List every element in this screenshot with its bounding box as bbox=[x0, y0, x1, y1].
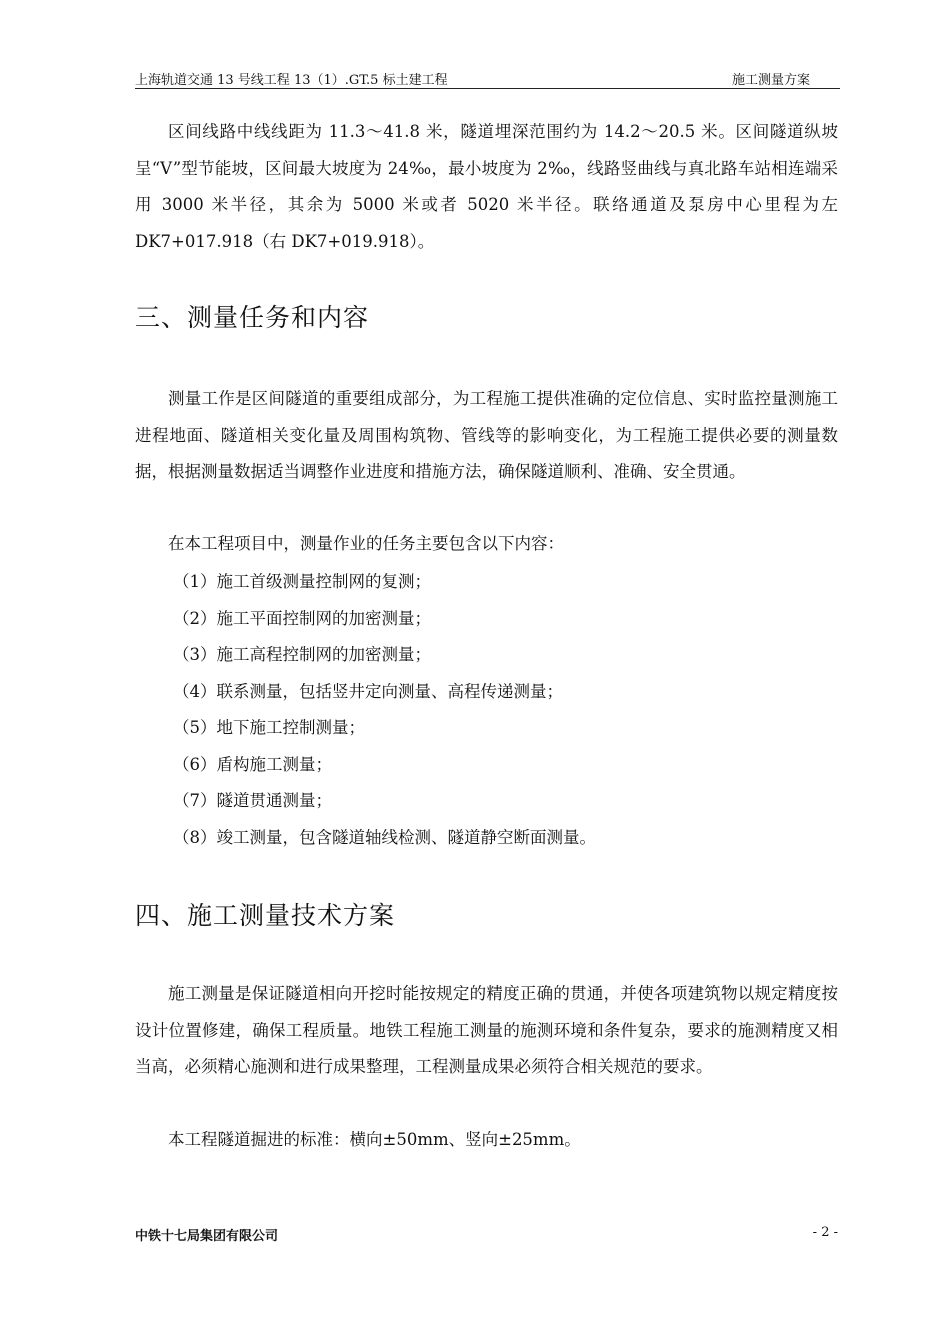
page-number: - 2 - bbox=[812, 1225, 838, 1240]
header-project-title: 上海轨道交通 13 号线工程 13（1）.GT.5 标土建工程 bbox=[135, 73, 448, 88]
section3-paragraph-1: 测量工作是区间隧道的重要组成部分，为工程施工提供准确的定位信息、实时监控量测施工进程地面、隧道相关变化量及周围构筑物、管线等的影响变化，为工程施工提供必要的测量数据，根据测量数据适当调整作业进度和措施方法，确保隧道顺利、准确、安全贯通。 bbox=[135, 389, 838, 481]
list-item: （6）盾构施工测量； bbox=[173, 754, 332, 774]
task-list bbox=[135, 564, 596, 856]
list-item: （3）施工高程控制网的加密测量； bbox=[173, 645, 431, 664]
list-item: （8）竣工测量，包含隧道轴线检测、隧道静空断面测量。 bbox=[173, 827, 596, 847]
page-header bbox=[135, 66, 840, 89]
list-item: （2）施工平面控制网的加密测量； bbox=[173, 608, 431, 628]
section2-paragraph: 区间线路中线线距为 11.3～41.8 米，隧道埋深范围约为 14.2～20.5 米。区间隧道纵坡呈“V”型节能坡，区间最大坡度为 24‰，最小坡度为 2‰，线路竖曲线与真北路车站相连端采用 3000 米半径，其余为 5000 米或者 5020 米半径。联络通道及泵房中心里程为左 DK7+017.918（右 DK7+019.918）。 bbox=[135, 122, 838, 251]
section3-paragraph-2: 在本工程项目中，测量作业的任务主要包含以下内容： bbox=[168, 534, 564, 553]
list-item: （1）施工首级测量控制网的复测； bbox=[173, 572, 431, 591]
list-item: （7）隧道贯通测量； bbox=[173, 791, 332, 810]
section4-paragraph-1: 施工测量是保证隧道相向开挖时能按规定的精度正确的贯通，并使各项建筑物以规定精度按设计位置修建，确保工程质量。地铁工程施工测量的施测环境和条件复杂，要求的施测精度又相当高，必须精心施测和进行成果整理，工程测量成果必须符合相关规范的要求。 bbox=[135, 984, 838, 1076]
header-doc-title: 施工测量方案 bbox=[731, 73, 810, 88]
section3-heading: 三、测量任务和内容 bbox=[135, 303, 370, 332]
section4-heading: 四、施工测量技术方案 bbox=[135, 901, 396, 930]
list-item: （4）联系测量，包括竖井定向测量、高程传递测量； bbox=[173, 681, 563, 701]
list-item: （5）地下施工控制测量； bbox=[173, 718, 365, 737]
footer-company: 中铁十七局集团有限公司 bbox=[135, 1229, 279, 1244]
section4-paragraph-2: 本工程隧道掘进的标准：横向±50mm、竖向±25mm。 bbox=[168, 1130, 581, 1149]
